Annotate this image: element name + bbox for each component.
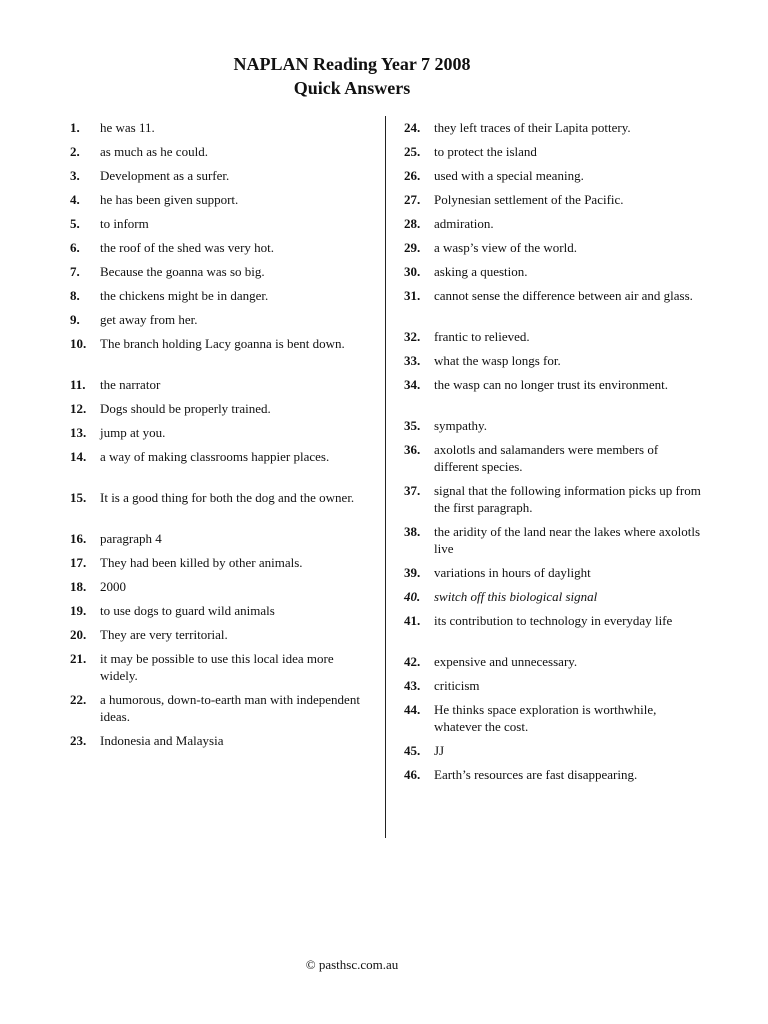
answer-item — [70, 239, 370, 263]
answer-number: 9. — [70, 312, 80, 327]
answer-item — [70, 215, 370, 239]
answer-text: the roof of the shed was very hot. — [100, 240, 275, 255]
answer-text: He thinks space exploration is worthwhile, whatever the cost. — [434, 702, 657, 734]
answer-text: expensive and unnecessary. — [434, 654, 578, 669]
answer-number: 14. — [70, 449, 87, 464]
answer-text: Earth’s resources are fast disappearing. — [434, 767, 638, 782]
answer-text: admiration. — [434, 216, 494, 231]
answer-number: 6. — [70, 240, 80, 255]
answer-number: 5. — [70, 216, 80, 231]
answer-item — [404, 215, 704, 239]
answer-item — [404, 328, 704, 352]
answer-item — [70, 691, 370, 732]
answer-text: it may be possible to use this local idea more widely. — [100, 651, 334, 683]
answer-text: It is a good thing for both the dog and the owner. — [100, 490, 355, 505]
answer-number: 2. — [70, 144, 80, 159]
answer-item — [70, 191, 370, 215]
answer-item — [404, 191, 704, 215]
answer-text: The branch holding Lacy goanna is bent down. — [100, 336, 345, 351]
answer-text: frantic to relieved. — [434, 329, 530, 344]
answer-item — [404, 417, 704, 441]
answer-number: 19. — [70, 603, 87, 618]
answer-number: 12. — [70, 401, 87, 416]
answer-text: They had been killed by other animals. — [100, 555, 303, 570]
answer-text: used with a special meaning. — [434, 168, 584, 183]
answer-item — [70, 424, 370, 448]
answer-item — [70, 602, 370, 626]
answer-item — [404, 523, 704, 564]
answer-number: 46. — [404, 767, 421, 782]
answer-item — [70, 650, 370, 691]
answer-text: what the wasp longs for. — [434, 353, 561, 368]
answer-text: to protect the island — [434, 144, 537, 159]
answer-text: sympathy. — [434, 418, 487, 433]
answer-number: 11. — [70, 377, 86, 392]
answer-item — [70, 311, 370, 335]
answer-number: 26. — [404, 168, 421, 183]
column-divider — [385, 116, 386, 838]
answers-left-column — [70, 119, 370, 756]
page-title — [0, 52, 704, 100]
answer-text: signal that the following information picks up from the first paragraph. — [434, 483, 701, 515]
answer-number: 31. — [404, 288, 421, 303]
answer-text: Dogs should be properly trained. — [100, 401, 271, 416]
answer-item — [404, 766, 704, 790]
answer-text: cannot sense the difference between air and glass. — [434, 288, 693, 303]
answer-item — [70, 732, 370, 756]
answer-text: the chickens might be in danger. — [100, 288, 269, 303]
answer-number: 4. — [70, 192, 80, 207]
answer-text: Because the goanna was so big. — [100, 264, 265, 279]
answer-number: 29. — [404, 240, 421, 255]
answer-text: a way of making classrooms happier places. — [100, 449, 330, 464]
answer-number: 8. — [70, 288, 80, 303]
answer-item — [70, 578, 370, 602]
answer-item — [404, 143, 704, 167]
answer-number: 27. — [404, 192, 421, 207]
answer-number: 33. — [404, 353, 421, 368]
answer-text: 2000 — [100, 579, 126, 594]
answer-number: 39. — [404, 565, 421, 580]
answer-text: paragraph 4 — [100, 531, 162, 546]
answer-text: the narrator — [100, 377, 161, 392]
answer-text: he was 11. — [100, 120, 155, 135]
answer-text: its contribution to technology in everyday life — [434, 613, 673, 628]
answer-number: 18. — [70, 579, 87, 594]
answer-number: 1. — [70, 120, 80, 135]
answer-text: switch off this biological signal — [434, 589, 598, 604]
answer-item — [70, 287, 370, 311]
answer-item — [70, 489, 370, 530]
answer-item — [404, 239, 704, 263]
answer-number: 36. — [404, 442, 421, 457]
answer-item — [70, 448, 370, 489]
answer-number: 25. — [404, 144, 421, 159]
answer-item — [404, 742, 704, 766]
answer-item — [70, 530, 370, 554]
answer-number: 20. — [70, 627, 87, 642]
answer-text: a wasp’s view of the world. — [434, 240, 577, 255]
answer-number: 3. — [70, 168, 80, 183]
answer-text: to use dogs to guard wild animals — [100, 603, 275, 618]
answer-number: 30. — [404, 264, 421, 279]
answer-text: criticism — [434, 678, 480, 693]
answer-item — [70, 119, 370, 143]
answer-item — [70, 143, 370, 167]
answer-item — [404, 441, 704, 482]
answer-item — [404, 677, 704, 701]
answer-text: the wasp can no longer trust its environment. — [434, 377, 668, 392]
answer-item — [70, 263, 370, 287]
answer-number: 17. — [70, 555, 87, 570]
answer-number: 34. — [404, 377, 421, 392]
answer-number: 24. — [404, 120, 421, 135]
answer-number: 45. — [404, 743, 421, 758]
answer-text: they left traces of their Lapita pottery. — [434, 120, 631, 135]
answer-item — [404, 701, 704, 742]
answer-text: Indonesia and Malaysia — [100, 733, 224, 748]
answer-item — [404, 612, 704, 653]
answer-text: JJ — [434, 743, 445, 758]
answer-number: 40. — [404, 589, 421, 604]
answers-right-column — [404, 119, 704, 790]
answer-text: asking a question. — [434, 264, 528, 279]
answer-item — [404, 352, 704, 376]
answer-number: 22. — [70, 692, 87, 707]
answer-text: to inform — [100, 216, 149, 231]
answer-number: 10. — [70, 336, 87, 351]
answer-number: 21. — [70, 651, 87, 666]
answer-text: variations in hours of daylight — [434, 565, 591, 580]
answer-number: 15. — [70, 490, 87, 505]
answer-number: 41. — [404, 613, 421, 628]
answer-text: They are very territorial. — [100, 627, 228, 642]
answer-number: 44. — [404, 702, 421, 717]
answer-text: a humorous, down-to-earth man with independent ideas. — [100, 692, 360, 724]
answer-item — [404, 287, 704, 328]
answer-number: 23. — [70, 733, 87, 748]
answer-item — [404, 263, 704, 287]
answer-number: 35. — [404, 418, 421, 433]
title-line-1: NAPLAN Reading Year 7 2008 — [233, 54, 471, 74]
answer-number: 13. — [70, 425, 87, 440]
answer-item — [404, 119, 704, 143]
answer-number: 42. — [404, 654, 421, 669]
answer-item — [404, 482, 704, 523]
title-line-2: Quick Answers — [293, 78, 411, 98]
answer-item — [404, 564, 704, 588]
answer-number: 7. — [70, 264, 80, 279]
answer-number: 16. — [70, 531, 87, 546]
answer-item — [70, 335, 370, 376]
copyright-footer: © pasthsc.com.au — [305, 957, 399, 972]
answer-text: get away from her. — [100, 312, 198, 327]
answer-text: the aridity of the land near the lakes where axolotls live — [434, 524, 701, 556]
answer-item — [70, 554, 370, 578]
answer-text: Development as a surfer. — [100, 168, 230, 183]
answer-text: as much as he could. — [100, 144, 208, 159]
answer-number: 38. — [404, 524, 421, 539]
answer-text: Polynesian settlement of the Pacific. — [434, 192, 624, 207]
answer-number: 43. — [404, 678, 421, 693]
answer-number: 28. — [404, 216, 421, 231]
answer-item — [70, 400, 370, 424]
answer-item — [404, 653, 704, 677]
answer-number: 32. — [404, 329, 421, 344]
answer-item — [404, 588, 704, 612]
answer-item — [404, 376, 704, 417]
answer-item — [70, 167, 370, 191]
answer-text: he has been given support. — [100, 192, 239, 207]
answer-item — [70, 376, 370, 400]
answer-item — [70, 626, 370, 650]
answer-number: 37. — [404, 483, 421, 498]
answer-item — [404, 167, 704, 191]
answer-text: jump at you. — [100, 425, 166, 440]
answer-text: axolotls and salamanders were members of different species. — [434, 442, 659, 474]
